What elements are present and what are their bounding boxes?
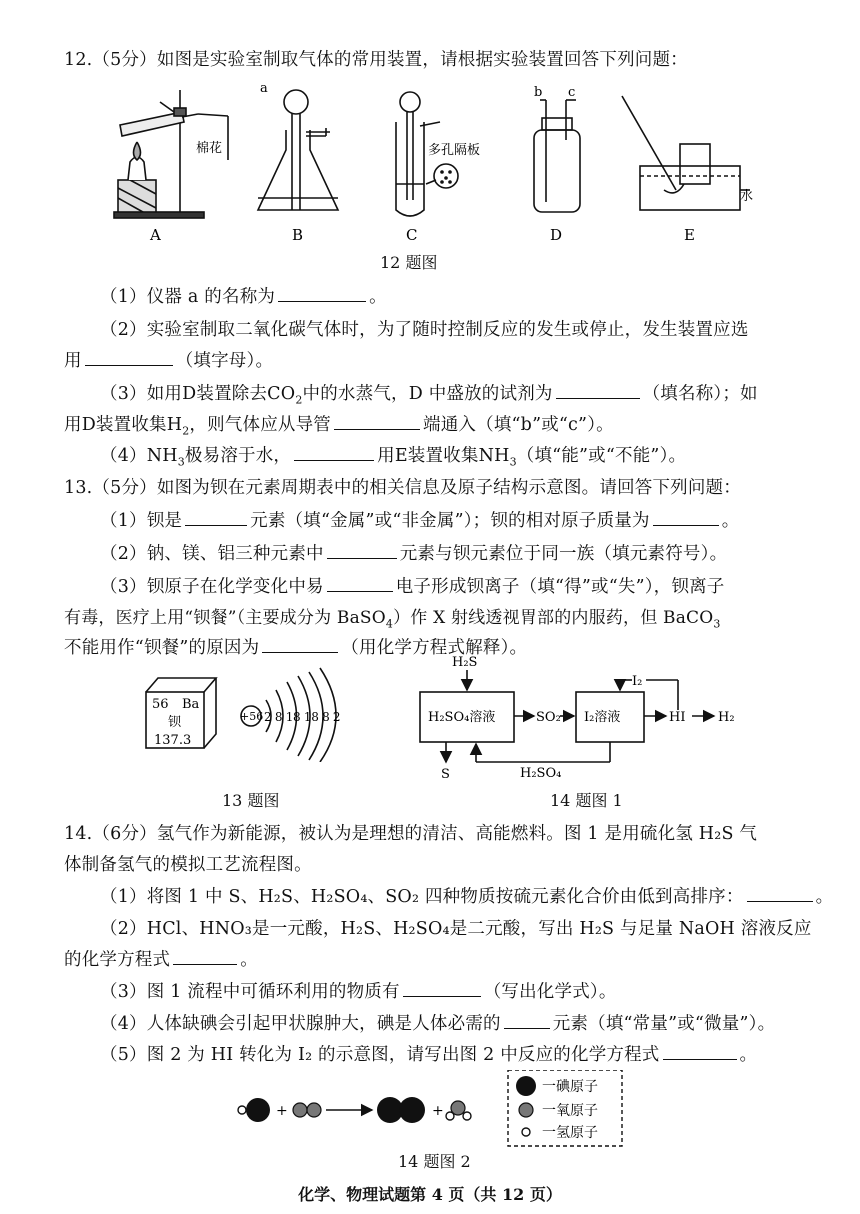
q12-part3-line1 (100, 380, 758, 407)
subscript: 4 (385, 617, 394, 631)
q12-p2-end: （填字母）。 (175, 351, 274, 371)
apparatus-b (258, 90, 338, 210)
q12-apparatus-figure (110, 80, 760, 245)
answer-blank[interactable] (327, 542, 397, 559)
label-c: c (568, 85, 576, 100)
answer-blank[interactable] (185, 509, 247, 526)
q14-part5 (100, 1041, 757, 1066)
q14-reaction-figure (230, 1070, 630, 1150)
answer-blank[interactable] (653, 509, 719, 526)
q12-part2-line2 (64, 347, 273, 372)
q13-p2-text: （2）钠、镁、铝三种元素中 (100, 544, 324, 564)
q12-p3-end: （填名称）；如 (642, 384, 758, 404)
label-cotton: 棉花 (196, 141, 223, 156)
flow-h2: H₂ (718, 710, 735, 725)
q13-p3-end: 电子形成钡离子（填“得”或“失”），钡离子 (395, 577, 725, 597)
q13-p1-mid: 元素（填“金属”或“非金属”）；钡的相对原子质量为 (250, 511, 650, 531)
answer-blank[interactable] (173, 948, 237, 965)
q13-part1 (100, 507, 739, 532)
q14-part2-line2 (64, 946, 258, 971)
answer-blank[interactable] (85, 349, 173, 366)
q13-stem: 13.（5分）如图为钡在元素周期表中的相关信息及原子结构示意图。请回答下列问题： (64, 478, 741, 498)
q12-part2-line1: （2）实验室制取二氧化碳气体时，为了随时控制反应的发生或停止，发生装置应选 (100, 320, 749, 340)
atom-nucleus: +56 (240, 710, 264, 723)
subscript: 3 (509, 455, 517, 469)
q13-p3c-end: （用化学方程式解释）。 (341, 638, 528, 658)
q12-p3b-end: 端通入（填“b”或“c”）。 (423, 415, 614, 435)
answer-blank[interactable] (262, 636, 338, 653)
flow-s-output: S (441, 767, 450, 780)
q14-p4-end: 元素（填“常量”或“微量”）。 (552, 1014, 776, 1034)
page-footer: 化学、物理试题第 4 页（共 12 页） (298, 1185, 562, 1204)
label-c-apparatus: C (406, 226, 418, 244)
q14-p3-text: （3）图 1 流程中可循环利用的物质有 (100, 982, 400, 1002)
element-name: 钡 (168, 715, 182, 730)
subscript: 3 (177, 455, 185, 469)
q12-part1 (100, 283, 387, 308)
q12-p3-text: （3）如用D装置除去CO (100, 384, 296, 404)
q12-p1-text: （1）仪器 a 的名称为 (100, 287, 276, 307)
q14-figure1-caption: 14 题图 1 (550, 791, 623, 810)
q13-p3c-text: 不能用作“钡餐”的原因为 (64, 638, 260, 658)
flow-h2so4-return: H₂SO₄ (520, 766, 562, 780)
flow-box-h2so4: H₂SO₄溶液 (428, 710, 496, 725)
q13-part3-line1 (100, 573, 724, 598)
q14-figure2-caption: 14 题图 2 (398, 1152, 471, 1171)
q12-p4-mid: 极易溶于水， (184, 446, 292, 466)
answer-blank[interactable] (294, 444, 374, 461)
q13-p3b-text: 有毒，医疗上用“钡餐”（主要成分为 BaSO (64, 608, 386, 628)
q12-p3b-text: 用D装置收集H (64, 415, 183, 435)
q14-part2-line1: （2）HCl、HNO₃是一元酸，H₂S、H₂SO₄是二元酸，写出 H₂S 与足量 NaOH 溶液反应 (100, 919, 812, 939)
q14-p5-text: （5）图 2 为 HI 转化为 I₂ 的示意图，请写出图 2 中反应的化学方程式 (100, 1045, 660, 1065)
flow-box-i2: I₂溶液 (584, 710, 621, 725)
legend-iodine: 一碘原子 (542, 1079, 598, 1095)
legend-oxygen: 一氧原子 (542, 1103, 598, 1119)
answer-blank[interactable] (327, 575, 393, 592)
q13-p1-end: 。 (721, 511, 740, 531)
q13-p3-text: （3）钡原子在化学变化中易 (100, 577, 324, 597)
plus-sign: + (432, 1103, 444, 1119)
q13-p2-end: 元素与钡元素位于同一族（填元素符号）。 (399, 544, 728, 564)
q12-p2-text: 用 (64, 351, 82, 371)
apparatus-d (534, 100, 580, 212)
element-number: 56 (152, 697, 169, 712)
subscript: 3 (713, 617, 721, 631)
element-symbol: Ba (182, 697, 200, 712)
q14-flow-chart (410, 650, 770, 780)
q13-p1-text: （1）钡是 (100, 511, 183, 531)
legend-hydrogen: 一氢原子 (542, 1125, 598, 1141)
q14-part3 (100, 978, 617, 1003)
apparatus-e (622, 96, 750, 210)
q14-part4 (100, 1010, 775, 1035)
answer-blank[interactable] (403, 980, 481, 997)
answer-blank[interactable] (663, 1043, 737, 1060)
label-porous-plate: 多孔隔板 (428, 143, 481, 158)
answer-blank[interactable] (747, 885, 813, 902)
q12-part3-line2 (64, 411, 614, 438)
atom-shells: 2 8 18 18 8 2 (264, 710, 341, 724)
subscript: 2 (295, 393, 303, 407)
element-mass: 137.3 (154, 733, 192, 748)
answer-blank[interactable] (556, 382, 640, 399)
subscript: 2 (182, 424, 190, 438)
flow-so2: SO₂ (536, 710, 561, 725)
answer-blank[interactable] (278, 285, 366, 302)
q14-p4-text: （4）人体缺碘会引起甲状腺肿大，碘是人体必需的 (100, 1014, 501, 1034)
answer-blank[interactable] (334, 413, 420, 430)
q14-p3-end: （写出化学式）。 (483, 982, 617, 1002)
q13-part3-line2 (64, 603, 721, 630)
q14-p1-end: 。 (815, 887, 834, 907)
q14-stem-line2: 体制备氢气的模拟工艺流程图。 (64, 855, 312, 875)
q14-p1-text: （1）将图 1 中 S、H₂S、H₂SO₄、SO₂ 四种物质按硫元素化合价由低到高排序： (100, 887, 744, 907)
q12-p4-end: （填“能”或“不能”）。 (516, 446, 687, 466)
label-b: b (534, 85, 543, 100)
answer-blank[interactable] (504, 1012, 550, 1029)
plus-sign: + (276, 1103, 288, 1119)
q13-part2 (100, 540, 727, 565)
q12-part4 (100, 442, 686, 469)
q13-figure (140, 654, 370, 762)
label-b-apparatus: B (292, 226, 304, 244)
label-a-apparatus: A (150, 226, 161, 244)
q14-p2-text: 的化学方程式 (64, 950, 171, 970)
q12-p3b-mid: ，则气体应从导管 (189, 415, 332, 435)
q13-figure-caption: 13 题图 (222, 791, 280, 810)
label-a: a (260, 81, 268, 96)
flow-i2-input: I₂ (632, 674, 643, 689)
label-e-apparatus: E (684, 226, 695, 244)
flow-hi: HI (669, 710, 686, 725)
label-water: 水 (740, 189, 754, 204)
q12-stem: 12.（5分）如图是实验室制取气体的常用装置，请根据实验装置回答下列问题： (64, 50, 688, 70)
q12-p4-post: 用E装置收集NH (377, 446, 510, 466)
q12-figure-caption: 12 题图 (380, 253, 438, 272)
q14-stem-line1: 14.（6分）氢气作为新能源，被认为是理想的清洁、高能燃料。图 1 是用硫化氢 H₂S 气 (64, 824, 758, 844)
q13-p3b-mid: ）作 X 射线透视胃部的内服药，但 BaCO (393, 608, 714, 628)
flow-h2s-input: H₂S (452, 655, 478, 670)
q14-part1 (100, 883, 833, 908)
q14-p2-end: 。 (240, 950, 258, 970)
q12-p1-end: 。 (369, 287, 387, 307)
q14-p5-end: 。 (739, 1045, 758, 1065)
label-d-apparatus: D (550, 226, 563, 244)
q12-p4-text: （4）NH (100, 446, 178, 466)
q12-p3-mid: 中的水蒸气，D 中盛放的试剂为 (302, 384, 553, 404)
